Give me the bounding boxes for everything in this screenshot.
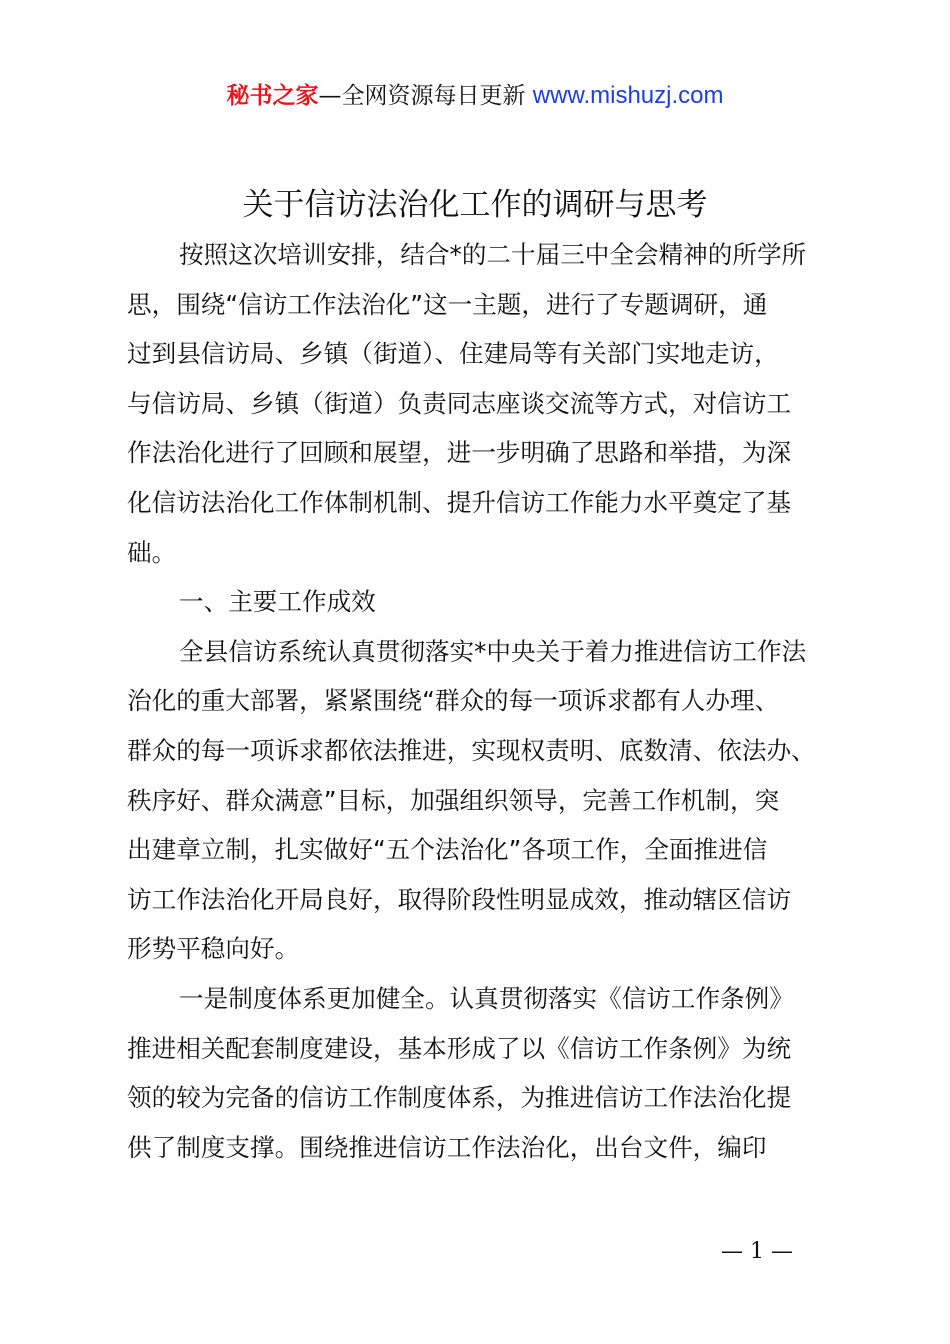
text-line: 与信访局、乡镇（街道）负责同志座谈交流等方式，对信访工 bbox=[127, 388, 792, 418]
text-line: 按照这次培训安排，结合*的二十届三中全会精神的所学所 bbox=[179, 240, 807, 269]
section-heading: 一、主要工作成效 bbox=[179, 587, 376, 617]
text-line: 过到县信访局、乡镇（街道）、住建局等有关部门实地走访， bbox=[127, 339, 779, 369]
text-line: 形势平稳向好。 bbox=[127, 934, 300, 964]
text-line: 一是制度体系更加健全。认真贯彻落实《信访工作条例》 bbox=[179, 983, 794, 1013]
text-line: 作法治化进行了回顾和展望，进一步明确了思路和举措，为深 bbox=[127, 438, 792, 468]
text-line: 推进相关配套制度建设，基本形成了以《信访工作条例》为统 bbox=[127, 1033, 792, 1063]
document-body bbox=[127, 230, 832, 1172]
page-number: — 1 — bbox=[721, 1239, 793, 1264]
text-line: 出建章立制，扎实做好“五个法治化”各项工作，全面推进信 bbox=[127, 835, 768, 865]
text-line: 础。 bbox=[127, 537, 177, 567]
text-line: 秩序好、群众满意”目标，加强组织领导，完善工作机制，突 bbox=[127, 785, 780, 815]
text-line: 全县信访系统认真贯彻落实*中央关于着力推进信访工作法 bbox=[179, 636, 807, 666]
text-line: 化信访法治化工作体制机制、提升信访工作能力水平奠定了基 bbox=[127, 487, 792, 517]
text-line: 群众的每一项诉求都依法推进，实现权责明、底数清、依法办、 bbox=[127, 735, 816, 765]
text-line: 思，围绕“信访工作法治化”这一主题，进行了专题调研，通 bbox=[127, 289, 768, 319]
text-line: 领的较为完备的信访工作制度体系，为推进信访工作法治化提 bbox=[127, 1083, 792, 1113]
site-url[interactable]: www.mishuzj.com bbox=[532, 82, 724, 109]
text-line: 供了制度支撑。围绕推进信访工作法治化，出台文件，编印 bbox=[127, 1132, 767, 1162]
document-title: 关于信访法治化工作的调研与思考 bbox=[242, 187, 708, 223]
header-tagline: —全网资源每日更新 bbox=[318, 83, 533, 109]
brand-name: 秘书之家 bbox=[226, 83, 319, 109]
text-line: 治化的重大部署，紧紧围绕“群众的每一项诉求都有人办理、 bbox=[127, 686, 780, 716]
text-line: 访工作法治化开局良好，取得阶段性明显成效，推动辖区信访 bbox=[127, 884, 792, 914]
site-header bbox=[0, 80, 950, 112]
